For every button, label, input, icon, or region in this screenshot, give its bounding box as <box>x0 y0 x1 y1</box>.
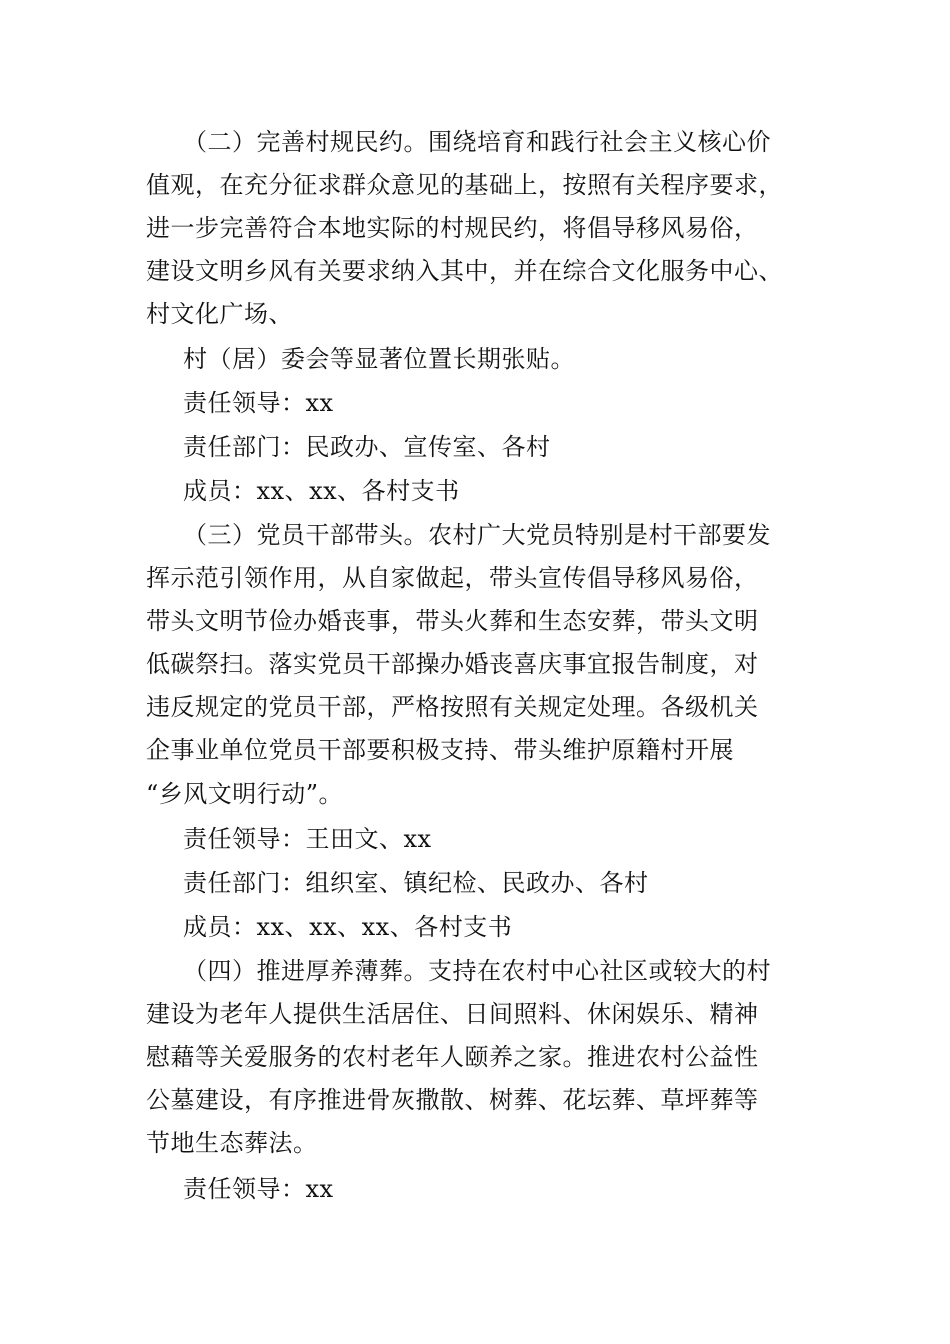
section-3-text-line: “乡风文明行动”。 <box>146 780 344 808</box>
section-4-text-line: 慰藉等关爱服务的农村老年人颐养之家。推进农村公益性 <box>146 1043 759 1071</box>
section-2-text-line: 值观，在充分征求群众意见的基础上，按照有关程序要求， <box>146 171 783 199</box>
section-4-text-line: 建设为老年人提供生活居住、日间照料、休闲娱乐、精神 <box>146 1000 759 1028</box>
section-3-heading-line: （三）党员干部带头。农村广大党员特别是村干部要发 <box>183 521 771 549</box>
section-3-text-line: 带头文明节俭办婚丧事，带头火葬和生态安葬，带头文明 <box>146 607 759 635</box>
section-4-text-line: 节地生态葬法。 <box>146 1129 318 1157</box>
section-3-text-line: 低碳祭扫。落实党员干部操办婚丧喜庆事宜报告制度，对 <box>146 650 759 678</box>
responsible-department-line: 责任部门：组织室、镇纪检、民政办、各村 <box>183 869 649 897</box>
members-line: 成员：xx、xx、xx、各村支书 <box>183 913 513 941</box>
section-2-text-line: 村（居）委会等显著位置长期张贴。 <box>183 345 575 373</box>
members-line: 成员：xx、xx、各村支书 <box>183 477 460 505</box>
section-2-text-line: 进一步完善符合本地实际的村规民约，将倡导移风易俗， <box>146 214 759 242</box>
section-2-heading-line: （二）完善村规民约。围绕培育和践行社会主义核心价 <box>183 128 771 156</box>
section-2-text-line: 建设文明乡风有关要求纳入其中，并在综合文化服务中心、 <box>146 257 783 285</box>
section-3-text-line: 企事业单位党员干部要积极支持、带头维护原籍村开展 <box>146 736 734 764</box>
responsible-leader-line: 责任领导：xx <box>183 389 334 417</box>
section-4-heading-line: （四）推进厚养薄葬。支持在农村中心社区或较大的村 <box>183 957 771 985</box>
section-3-text-line: 违反规定的党员干部，严格按照有关规定处理。各级机关 <box>146 693 759 721</box>
responsible-leader-line: 责任领导：xx <box>183 1175 334 1203</box>
responsible-leader-line: 责任领导：王田文、xx <box>183 825 432 853</box>
section-4-text-line: 公墓建设，有序推进骨灰撒散、树葬、花坛葬、草坪葬等 <box>146 1086 759 1114</box>
responsible-department-line: 责任部门：民政办、宣传室、各村 <box>183 433 551 461</box>
section-3-text-line: 挥示范引领作用，从自家做起，带头宣传倡导移风易俗， <box>146 564 759 592</box>
section-2-text-line: 村文化广场、 <box>146 300 293 328</box>
